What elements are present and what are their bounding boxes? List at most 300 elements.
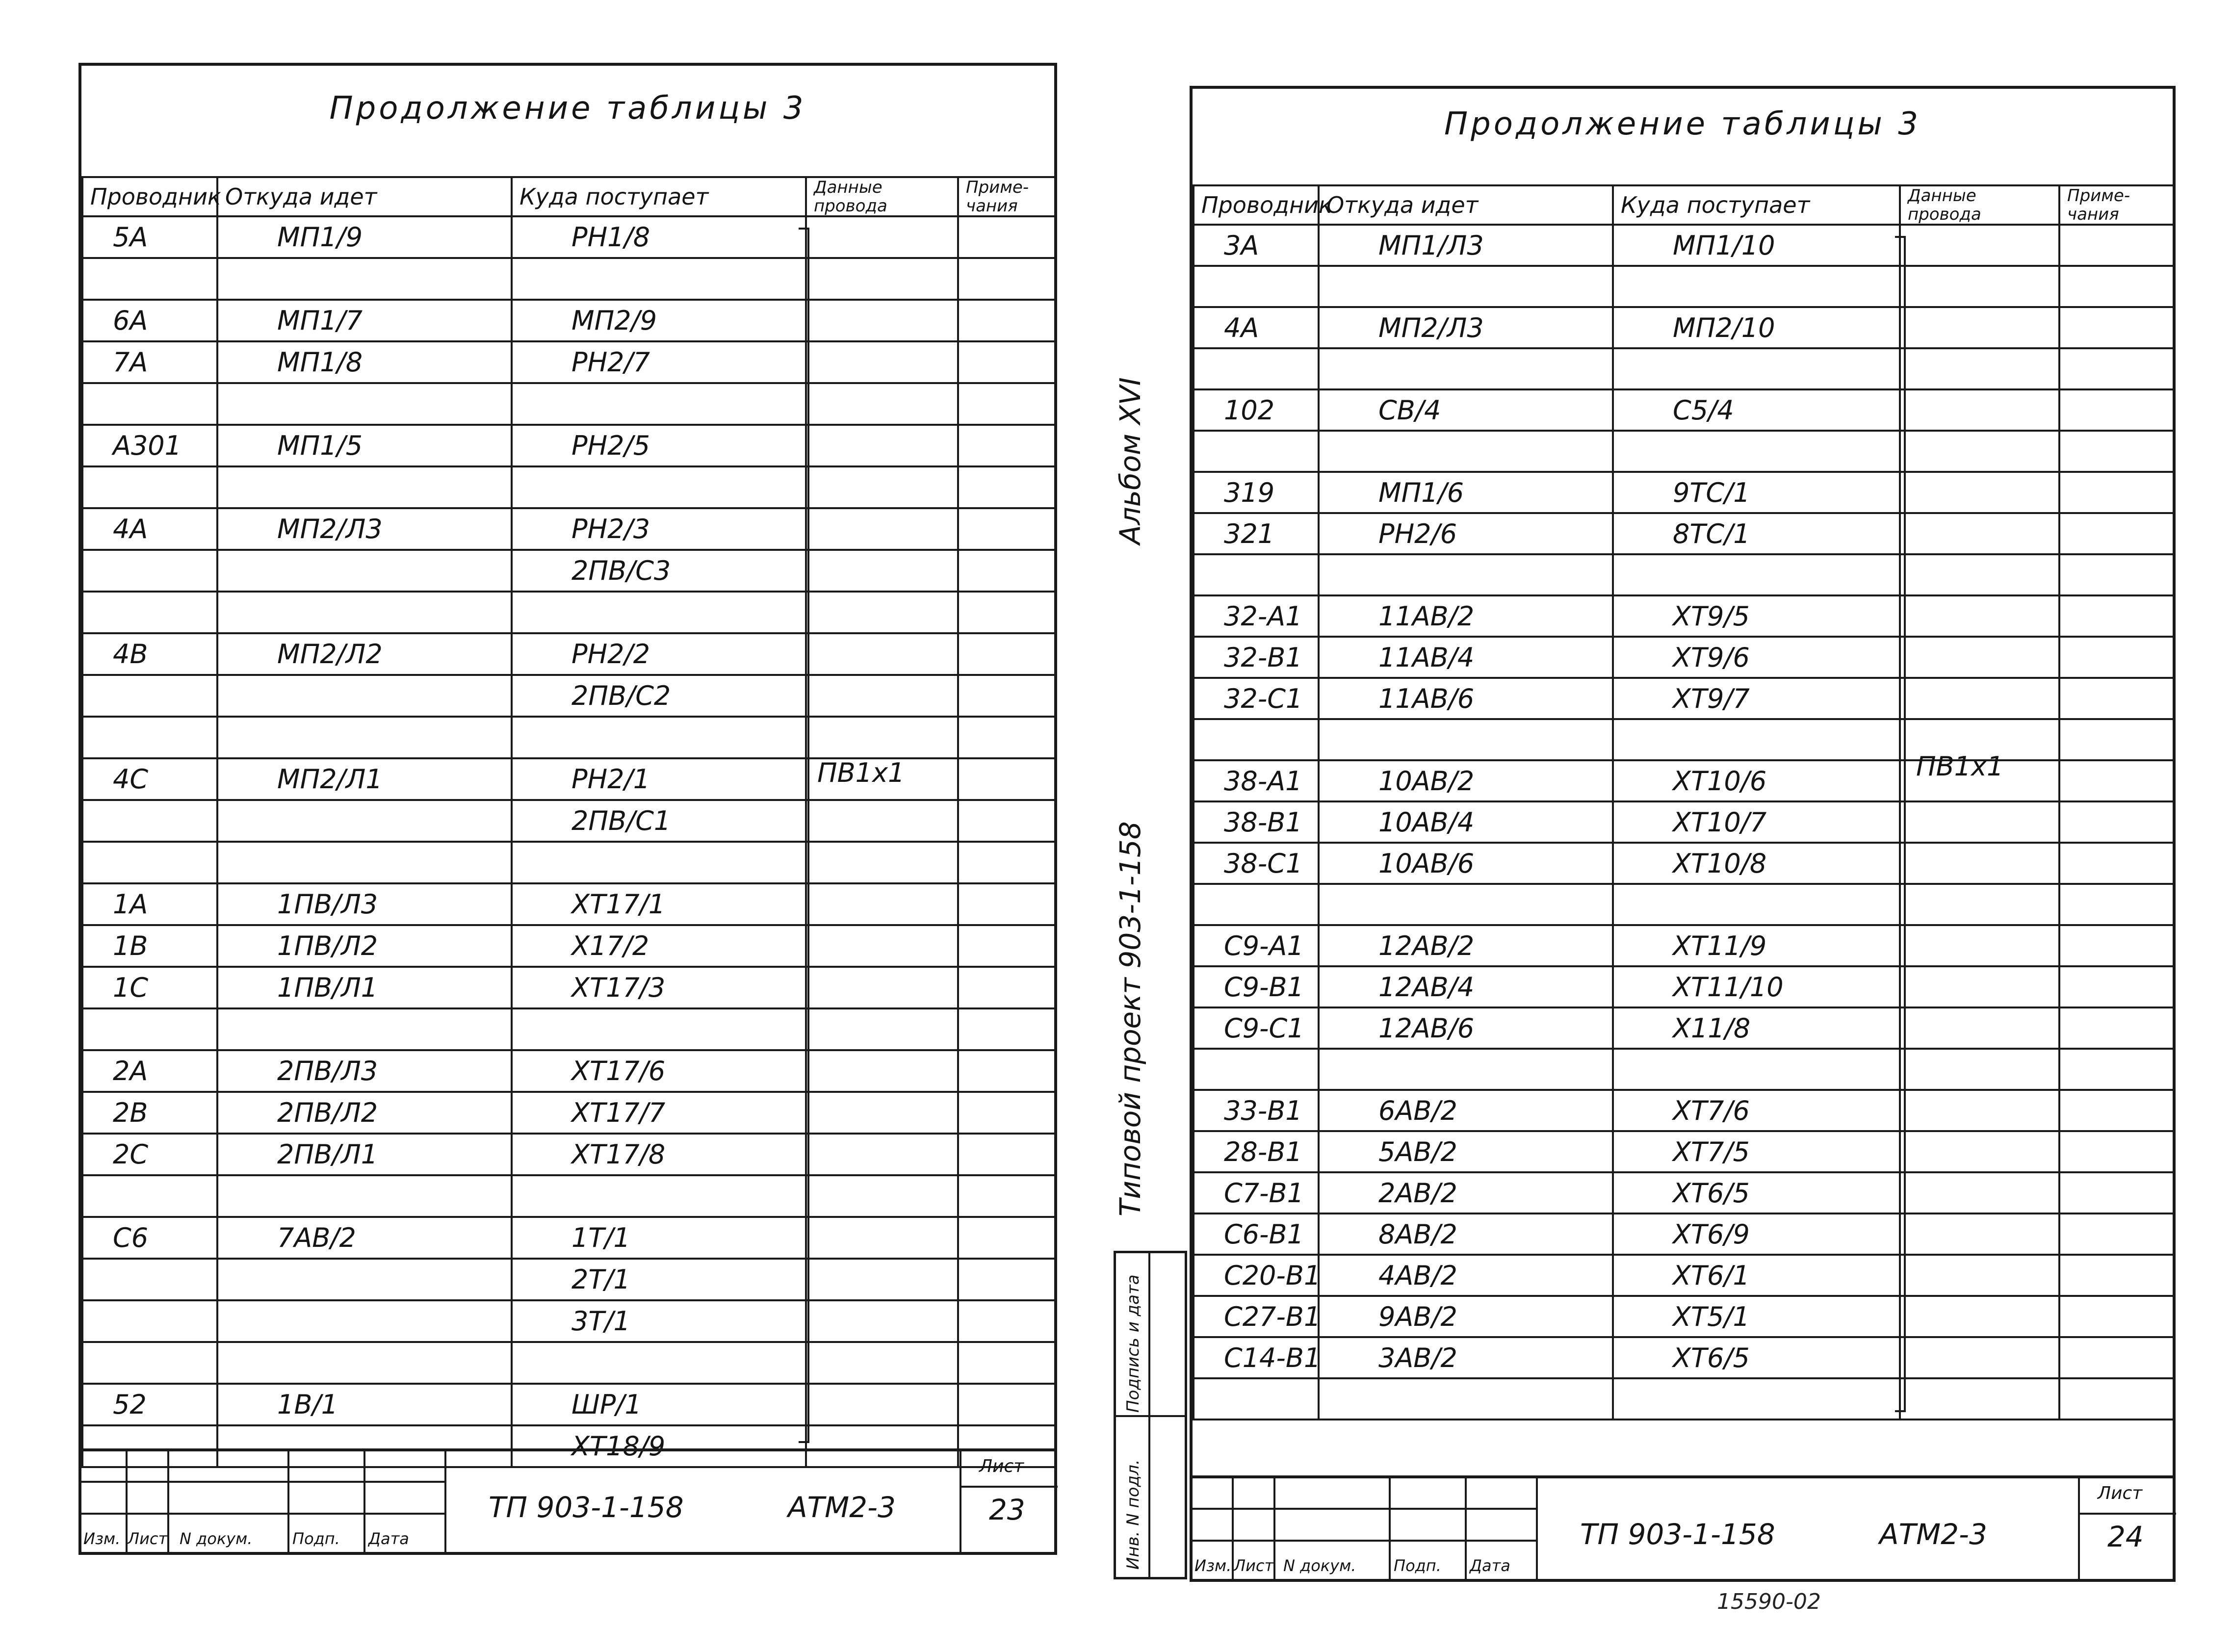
cell-conductor: 38-A1 bbox=[1194, 760, 1319, 801]
cell-from: 5AB/2 bbox=[1319, 1131, 1613, 1172]
cell-to: X11/8 bbox=[1613, 1007, 1900, 1049]
cell-conductor: 38-B1 bbox=[1194, 801, 1319, 843]
cell-to: XT6/5 bbox=[1613, 1172, 1900, 1213]
sign-date-label: Подпись и дата bbox=[1123, 1274, 1143, 1413]
cell-notes bbox=[958, 633, 1055, 675]
table-row bbox=[82, 383, 1055, 425]
cell-notes bbox=[958, 967, 1055, 1008]
cell-notes bbox=[2059, 1090, 2174, 1131]
cell-wire-data bbox=[806, 967, 958, 1008]
table-row bbox=[1194, 1172, 2174, 1213]
table-header-row bbox=[82, 177, 1055, 216]
cell-wire-data bbox=[806, 1008, 958, 1050]
wiring-table bbox=[1193, 184, 2175, 1420]
cell-wire-data bbox=[1900, 472, 2059, 513]
table-row bbox=[1194, 1049, 2174, 1090]
cell-conductor: 1C bbox=[82, 967, 217, 1008]
cell-conductor: 33-B1 bbox=[1194, 1090, 1319, 1131]
cell-to: 2T/1 bbox=[512, 1259, 806, 1300]
cell-to: XT17/6 bbox=[512, 1050, 806, 1092]
cell-from: 10AB/2 bbox=[1319, 760, 1613, 801]
cell-conductor bbox=[82, 466, 217, 508]
cell-wire-data bbox=[1900, 1296, 2059, 1337]
album-label: Альбом XVI bbox=[1114, 377, 1147, 544]
cell-from bbox=[1319, 266, 1613, 307]
table-row bbox=[82, 258, 1055, 300]
cell-from: PH2/6 bbox=[1319, 513, 1613, 554]
cell-notes bbox=[958, 1008, 1055, 1050]
cell-conductor: 102 bbox=[1194, 389, 1319, 431]
cell-to: 9ТС/1 bbox=[1613, 472, 1900, 513]
table-row bbox=[82, 1092, 1055, 1134]
cell-to: МП1/10 bbox=[1613, 225, 1900, 266]
cell-notes bbox=[2059, 307, 2174, 348]
cell-from: 6AB/2 bbox=[1319, 1090, 1613, 1131]
table-row bbox=[82, 717, 1055, 758]
cell-conductor bbox=[1194, 431, 1319, 472]
cell-notes bbox=[2059, 225, 2174, 266]
sheet-left bbox=[78, 63, 1057, 1555]
cell-conductor: C27-B1 bbox=[1194, 1296, 1319, 1337]
cell-notes bbox=[2059, 1296, 2174, 1337]
table-row bbox=[82, 800, 1055, 842]
cell-notes bbox=[958, 425, 1055, 466]
cell-wire-data bbox=[806, 592, 958, 633]
cell-wire-data bbox=[1900, 637, 2059, 678]
table-row bbox=[82, 1134, 1055, 1175]
table-row bbox=[82, 425, 1055, 466]
wiring-table bbox=[81, 176, 1056, 1468]
header-wire-data: Данные провода bbox=[806, 177, 958, 216]
cell-to: XT6/9 bbox=[1613, 1213, 1900, 1255]
cell-notes bbox=[2059, 843, 2174, 884]
header-to: Куда поступает bbox=[512, 177, 806, 216]
table-row bbox=[82, 1217, 1055, 1259]
cell-to: ШР/1 bbox=[512, 1384, 806, 1425]
cell-to: XT6/1 bbox=[1613, 1255, 1900, 1296]
cell-from: МП2/Л3 bbox=[1319, 307, 1613, 348]
cell-notes bbox=[958, 592, 1055, 633]
cell-wire-data bbox=[806, 258, 958, 300]
cell-wire-data bbox=[1900, 595, 2059, 637]
cell-to: XT10/8 bbox=[1613, 843, 1900, 884]
cell-wire-data bbox=[806, 800, 958, 842]
table-row bbox=[82, 842, 1055, 883]
cell-from: 7AB/2 bbox=[217, 1217, 512, 1259]
table-row bbox=[82, 633, 1055, 675]
cell-conductor: 4A bbox=[82, 508, 217, 550]
cell-conductor: 52 bbox=[82, 1384, 217, 1425]
cell-conductor: C20-B1 bbox=[1194, 1255, 1319, 1296]
cell-to bbox=[1613, 266, 1900, 307]
table-row bbox=[82, 967, 1055, 1008]
cell-conductor: 4C bbox=[82, 758, 217, 800]
cell-from: 1ПВ/Л2 bbox=[217, 925, 512, 967]
table-row bbox=[1194, 1296, 2174, 1337]
cell-to: XT7/5 bbox=[1613, 1131, 1900, 1172]
cell-conductor: 4B bbox=[82, 633, 217, 675]
cell-wire-data bbox=[806, 842, 958, 883]
project-label: Типовой проект 903-1-158 bbox=[1114, 821, 1147, 1216]
cell-to: PH2/5 bbox=[512, 425, 806, 466]
table-row bbox=[1194, 678, 2174, 719]
cell-from bbox=[217, 800, 512, 842]
cell-wire-data bbox=[806, 1384, 958, 1425]
stamp-label-docnum: N докум. bbox=[180, 1529, 253, 1548]
stamp-sheet-number: 24 bbox=[2107, 1520, 2144, 1553]
cell-notes bbox=[958, 883, 1055, 925]
wire-group-bracket bbox=[1895, 236, 1906, 1412]
cell-from: 3AB/2 bbox=[1319, 1337, 1613, 1378]
cell-wire-data bbox=[806, 1217, 958, 1259]
cell-conductor: C14-B1 bbox=[1194, 1337, 1319, 1378]
archive-number: 15590-02 bbox=[1717, 1589, 1821, 1614]
table-row bbox=[82, 1175, 1055, 1217]
cell-wire-data bbox=[1900, 1049, 2059, 1090]
stamp-label-date: Дата bbox=[1470, 1556, 1510, 1575]
cell-wire-data bbox=[806, 1050, 958, 1092]
cell-conductor bbox=[82, 842, 217, 883]
cell-wire-data bbox=[806, 466, 958, 508]
cell-from: 1ПВ/Л3 bbox=[217, 883, 512, 925]
cell-wire-data bbox=[806, 1342, 958, 1384]
cell-wire-data bbox=[806, 925, 958, 967]
table-row bbox=[1194, 884, 2174, 925]
table-row bbox=[82, 550, 1055, 592]
cell-conductor bbox=[1194, 348, 1319, 389]
cell-wire-data bbox=[806, 383, 958, 425]
cell-conductor bbox=[82, 383, 217, 425]
cell-from: МП1/9 bbox=[217, 216, 512, 258]
cell-notes bbox=[2059, 1255, 2174, 1296]
cell-conductor: 6A bbox=[82, 300, 217, 341]
cell-notes bbox=[2059, 760, 2174, 801]
cell-notes bbox=[958, 1259, 1055, 1300]
cell-wire-data bbox=[806, 508, 958, 550]
cell-from bbox=[217, 1008, 512, 1050]
cell-from: 10AB/4 bbox=[1319, 801, 1613, 843]
cell-conductor: 28-B1 bbox=[1194, 1131, 1319, 1172]
cell-conductor bbox=[1194, 1378, 1319, 1420]
cell-notes bbox=[2059, 431, 2174, 472]
cell-wire-data bbox=[806, 300, 958, 341]
cell-wire-data bbox=[1900, 225, 2059, 266]
cell-notes bbox=[958, 675, 1055, 717]
cell-conductor: 1A bbox=[82, 883, 217, 925]
table-row bbox=[82, 1384, 1055, 1425]
cell-notes bbox=[958, 1384, 1055, 1425]
cell-to: XT17/8 bbox=[512, 1134, 806, 1175]
cell-notes bbox=[958, 383, 1055, 425]
cell-to: МП2/10 bbox=[1613, 307, 1900, 348]
cell-from: МП1/8 bbox=[217, 341, 512, 383]
sheet-title: Продолжение таблицы 3 bbox=[1444, 106, 1921, 142]
cell-conductor: 2C bbox=[82, 1134, 217, 1175]
stamp-sheet-label: Лист bbox=[2098, 1483, 2143, 1503]
cell-from bbox=[217, 842, 512, 883]
cell-notes bbox=[2059, 678, 2174, 719]
table-row bbox=[1194, 925, 2174, 966]
table-row bbox=[82, 1008, 1055, 1050]
cell-notes bbox=[958, 300, 1055, 341]
cell-to: PH2/3 bbox=[512, 508, 806, 550]
cell-wire-data bbox=[806, 883, 958, 925]
table-header-row bbox=[1194, 185, 2174, 225]
cell-wire-data bbox=[1900, 884, 2059, 925]
cell-from: МП2/Л2 bbox=[217, 633, 512, 675]
cell-to bbox=[512, 717, 806, 758]
cell-to: С5/4 bbox=[1613, 389, 1900, 431]
cell-from: 2AB/2 bbox=[1319, 1172, 1613, 1213]
cell-conductor: 3A bbox=[1194, 225, 1319, 266]
cell-to: PH2/1 bbox=[512, 758, 806, 800]
table-row bbox=[82, 1050, 1055, 1092]
cell-to: X17/2 bbox=[512, 925, 806, 967]
cell-conductor: 4A bbox=[1194, 307, 1319, 348]
cell-conductor: 32-C1 bbox=[1194, 678, 1319, 719]
header-notes: Приме-чания bbox=[958, 177, 1055, 216]
table-row bbox=[1194, 472, 2174, 513]
table-row bbox=[1194, 801, 2174, 843]
cell-conductor bbox=[82, 1175, 217, 1217]
cell-from: 10AB/6 bbox=[1319, 843, 1613, 884]
cell-from: 12AB/6 bbox=[1319, 1007, 1613, 1049]
cell-from: 11AB/4 bbox=[1319, 637, 1613, 678]
cell-wire-data bbox=[806, 675, 958, 717]
cell-from: 8AB/2 bbox=[1319, 1213, 1613, 1255]
cell-notes bbox=[958, 925, 1055, 967]
cell-notes bbox=[2059, 472, 2174, 513]
cell-from: 12AB/2 bbox=[1319, 925, 1613, 966]
cell-from: 9AB/2 bbox=[1319, 1296, 1613, 1337]
cell-to: XT9/5 bbox=[1613, 595, 1900, 637]
cell-from bbox=[217, 550, 512, 592]
table-row bbox=[82, 883, 1055, 925]
cell-notes bbox=[2059, 1213, 2174, 1255]
stamp-label-sign: Подп. bbox=[1394, 1556, 1441, 1575]
header-wire-data: Данные провода bbox=[1900, 185, 2059, 225]
cell-from bbox=[1319, 431, 1613, 472]
cell-to bbox=[1613, 1378, 1900, 1420]
cell-from bbox=[1319, 719, 1613, 760]
cell-from: 4AB/2 bbox=[1319, 1255, 1613, 1296]
cell-from bbox=[1319, 1378, 1613, 1420]
sheet-title: Продолжение таблицы 3 bbox=[329, 90, 806, 127]
cell-from: 11AB/2 bbox=[1319, 595, 1613, 637]
header-to: Куда поступает bbox=[1613, 185, 1900, 225]
table-row bbox=[1194, 389, 2174, 431]
cell-from: МП2/Л3 bbox=[217, 508, 512, 550]
cell-wire-data bbox=[1900, 1131, 2059, 1172]
table-row bbox=[1194, 637, 2174, 678]
table-row bbox=[82, 300, 1055, 341]
cell-conductor: C7-B1 bbox=[1194, 1172, 1319, 1213]
cell-from bbox=[217, 675, 512, 717]
cell-wire-data bbox=[1900, 678, 2059, 719]
cell-from: 1B/1 bbox=[217, 1384, 512, 1425]
table-row bbox=[1194, 225, 2174, 266]
stamp-label-sheet: Лист bbox=[128, 1529, 168, 1548]
cell-wire-data bbox=[1900, 266, 2059, 307]
cell-conductor: C9-A1 bbox=[1194, 925, 1319, 966]
cell-wire-data bbox=[1900, 1213, 2059, 1255]
table-row bbox=[82, 675, 1055, 717]
cell-to: XT9/6 bbox=[1613, 637, 1900, 678]
stamp-label-change: Изм. bbox=[83, 1529, 121, 1548]
cell-notes bbox=[958, 550, 1055, 592]
cell-to bbox=[512, 1008, 806, 1050]
stamp-label-sign: Подп. bbox=[292, 1529, 340, 1548]
cell-notes bbox=[2059, 1378, 2174, 1420]
cell-from: МП1/5 bbox=[217, 425, 512, 466]
stamp-label-docnum: N докум. bbox=[1283, 1556, 1356, 1575]
cell-to: 8ТС/1 bbox=[1613, 513, 1900, 554]
cell-wire-data bbox=[1900, 966, 2059, 1007]
stamp-label-date: Дата bbox=[368, 1529, 409, 1548]
cell-from: МП2/Л1 bbox=[217, 758, 512, 800]
cell-notes bbox=[2059, 1337, 2174, 1378]
cell-to bbox=[512, 592, 806, 633]
cell-from bbox=[217, 258, 512, 300]
cell-conductor: 2A bbox=[82, 1050, 217, 1092]
cell-notes bbox=[2059, 801, 2174, 843]
cell-notes bbox=[958, 1050, 1055, 1092]
cell-from bbox=[1319, 348, 1613, 389]
cell-to: XT10/7 bbox=[1613, 801, 1900, 843]
cell-conductor: C9-C1 bbox=[1194, 1007, 1319, 1049]
cell-conductor: A301 bbox=[82, 425, 217, 466]
cell-wire-data bbox=[1900, 1090, 2059, 1131]
stamp-project-code: ТП 903-1-158 bbox=[1580, 1518, 1775, 1551]
cell-to: 2ПВ/С3 bbox=[512, 550, 806, 592]
table-row bbox=[82, 466, 1055, 508]
cell-notes bbox=[2059, 348, 2174, 389]
cell-conductor bbox=[82, 800, 217, 842]
cell-from bbox=[217, 1342, 512, 1384]
cell-wire-data bbox=[1900, 307, 2059, 348]
cell-from bbox=[217, 466, 512, 508]
cell-conductor: 1B bbox=[82, 925, 217, 967]
cell-wire-data bbox=[806, 550, 958, 592]
cell-wire-data bbox=[1900, 554, 2059, 595]
header-notes: Приме-чания bbox=[2059, 185, 2174, 225]
cell-notes bbox=[2059, 719, 2174, 760]
cell-conductor bbox=[1194, 719, 1319, 760]
cell-wire-data bbox=[1900, 389, 2059, 431]
stamp-label-sheet: Лист bbox=[1234, 1556, 1274, 1575]
cell-wire-data bbox=[806, 1300, 958, 1342]
cell-to bbox=[512, 1175, 806, 1217]
table-row bbox=[82, 341, 1055, 383]
cell-conductor: 32-B1 bbox=[1194, 637, 1319, 678]
table-row bbox=[1194, 431, 2174, 472]
cell-to: XT17/7 bbox=[512, 1092, 806, 1134]
cell-conductor bbox=[82, 1300, 217, 1342]
table-row bbox=[1194, 1213, 2174, 1255]
cell-notes bbox=[958, 1342, 1055, 1384]
cell-notes bbox=[2059, 595, 2174, 637]
cell-notes bbox=[2059, 513, 2174, 554]
stamp-label-change: Изм. bbox=[1194, 1556, 1232, 1575]
cell-wire-data bbox=[1900, 925, 2059, 966]
cell-from: 2ПВ/Л1 bbox=[217, 1134, 512, 1175]
cell-conductor bbox=[82, 1008, 217, 1050]
table-row bbox=[1194, 1090, 2174, 1131]
cell-wire-data bbox=[806, 216, 958, 258]
cell-notes bbox=[958, 216, 1055, 258]
cell-notes bbox=[958, 341, 1055, 383]
cell-notes bbox=[958, 842, 1055, 883]
cell-to: PH2/7 bbox=[512, 341, 806, 383]
title-block bbox=[81, 1448, 1054, 1552]
cell-wire-data bbox=[1900, 843, 2059, 884]
cell-conductor bbox=[82, 258, 217, 300]
cell-to: XT10/6 bbox=[1613, 760, 1900, 801]
cell-conductor: 7A bbox=[82, 341, 217, 383]
cell-notes bbox=[2059, 266, 2174, 307]
cell-notes bbox=[2059, 554, 2174, 595]
cell-to: XT17/3 bbox=[512, 967, 806, 1008]
cell-wire-data bbox=[806, 633, 958, 675]
cell-wire-data bbox=[1900, 1337, 2059, 1378]
cell-to bbox=[1613, 554, 1900, 595]
cell-to bbox=[512, 466, 806, 508]
cell-conductor: 38-C1 bbox=[1194, 843, 1319, 884]
cell-notes bbox=[2059, 637, 2174, 678]
header-from: Откуда идет bbox=[217, 177, 512, 216]
cell-to: XT17/1 bbox=[512, 883, 806, 925]
cell-to: 2ПВ/С1 bbox=[512, 800, 806, 842]
table-row bbox=[82, 925, 1055, 967]
table-row bbox=[82, 216, 1055, 258]
stamp-sheet-label: Лист bbox=[979, 1456, 1024, 1476]
cell-notes bbox=[958, 258, 1055, 300]
table-row bbox=[82, 758, 1055, 800]
cell-conductor bbox=[82, 1259, 217, 1300]
table-row bbox=[1194, 1007, 2174, 1049]
cell-notes bbox=[2059, 389, 2174, 431]
cell-from: СВ/4 bbox=[1319, 389, 1613, 431]
cell-wire-data bbox=[806, 1259, 958, 1300]
table-row bbox=[82, 1342, 1055, 1384]
cell-to bbox=[1613, 431, 1900, 472]
cell-conductor: C6-B1 bbox=[1194, 1213, 1319, 1255]
cell-notes bbox=[958, 1175, 1055, 1217]
cell-wire-data bbox=[1900, 1172, 2059, 1213]
cell-wire-data bbox=[806, 1092, 958, 1134]
cell-notes bbox=[958, 717, 1055, 758]
table-row bbox=[1194, 1337, 2174, 1378]
cell-notes bbox=[2059, 1049, 2174, 1090]
table-row bbox=[1194, 966, 2174, 1007]
cell-to: XT18/9 bbox=[512, 1425, 806, 1467]
table-row bbox=[1194, 595, 2174, 637]
cell-to: 3T/1 bbox=[512, 1300, 806, 1342]
table-row bbox=[1194, 760, 2174, 801]
header-conductor: Проводник bbox=[1194, 185, 1319, 225]
wire-type-label: ПВ1x1 bbox=[817, 757, 905, 788]
cell-notes bbox=[958, 466, 1055, 508]
table-row bbox=[1194, 1131, 2174, 1172]
cell-to: МП2/9 bbox=[512, 300, 806, 341]
cell-notes bbox=[958, 1134, 1055, 1175]
cell-from: МП1/7 bbox=[217, 300, 512, 341]
cell-notes bbox=[2059, 966, 2174, 1007]
cell-from: 2ПВ/Л3 bbox=[217, 1050, 512, 1092]
cell-to: XT9/7 bbox=[1613, 678, 1900, 719]
table-row bbox=[82, 1259, 1055, 1300]
header-from: Откуда идет bbox=[1319, 185, 1613, 225]
